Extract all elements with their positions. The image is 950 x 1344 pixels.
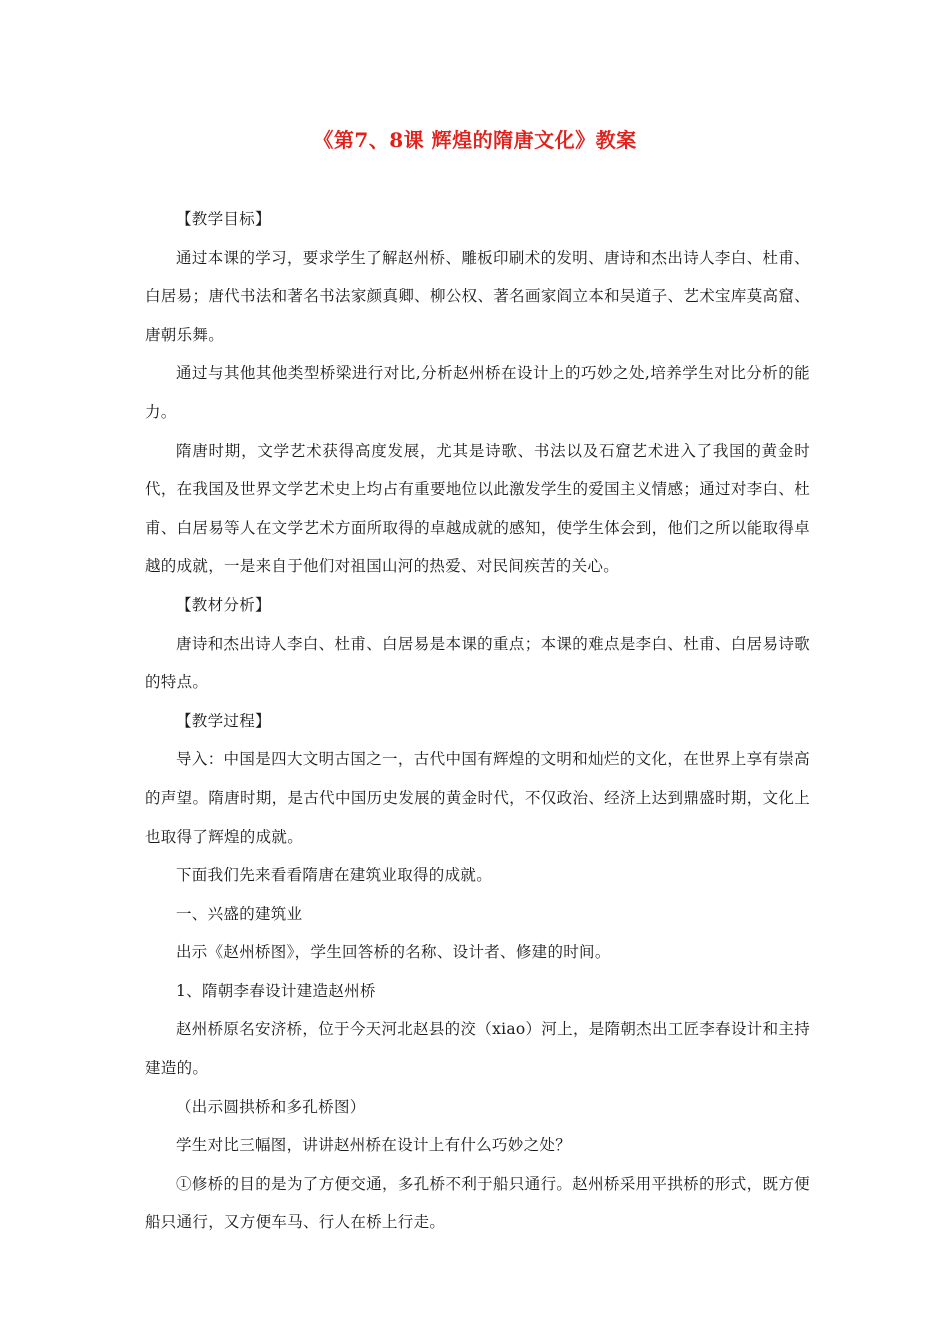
subsection-heading: 一、兴盛的建筑业 — [176, 904, 303, 923]
paragraph: 导入：中国是四大文明古国之一，古代中国有辉煌的文明和灿烂的文化，在世界上享有崇高的声望。隋唐时期，是古代中国历史发展的黄金时代，不仅政治、经济上达到鼎盛时期，文化上也取得了辉煌的成就。 — [145, 750, 810, 846]
paragraph: （出示圆拱桥和多孔桥图） — [176, 1097, 366, 1116]
subsection-heading: 1、隋朝李春设计建造赵州桥 — [176, 981, 376, 1000]
paragraph: 下面我们先来看看隋唐在建筑业取得的成就。 — [176, 866, 493, 885]
paragraph: 赵州桥原名安济桥，位于今天河北赵县的洨（xiao）河上，是隋朝杰出工匠李春设计和主持建造的。 — [145, 1020, 810, 1078]
section-heading-objectives: 【教学目标】 — [176, 210, 271, 228]
paragraph: 学生对比三幅图，讲讲赵州桥在设计上有什么巧妙之处？ — [176, 1136, 572, 1155]
document-title: 《第7、8课 辉煌的隋唐文化》教案 — [313, 128, 637, 152]
paragraph: 出示《赵州桥图》，学生回答桥的名称、设计者、修建的时间。 — [176, 943, 611, 962]
paragraph: 通过本课的学习，要求学生了解赵州桥、雕板印刷术的发明、唐诗和杰出诗人李白、杜甫、白居易；唐代书法和著名书法家颜真卿、柳公权、著名画家阎立本和吴道子、艺术宝库莫高窟、唐朝乐舞。 — [145, 248, 810, 344]
paragraph: ①修桥的目的是为了方便交通，多孔桥不利于船只通行。赵州桥采用平拱桥的形式，既方便船只通行，又方便车马、行人在桥上行走。 — [145, 1174, 810, 1232]
section-heading-process: 【教学过程】 — [176, 711, 271, 730]
paragraph: 通过与其他其他类型桥梁进行对比,分析赵州桥在设计上的巧妙之处,培养学生对比分析的能力。 — [145, 364, 810, 421]
paragraph: 唐诗和杰出诗人李白、杜甫、白居易是本课的重点；本课的难点是李白、杜甫、白居易诗歌的特点。 — [145, 634, 810, 692]
paragraph: 隋唐时期，文学艺术获得高度发展，尤其是诗歌、书法以及石窟艺术进入了我国的黄金时代，在我国及世界文学艺术史上均占有重要地位以此激发学生的爱国主义情感；通过对李白、杜甫、白居易等人在文学艺术方面所取得的卓越成就的感知，使学生体会到，他们之所以能取得卓越的成就，一是来自于他们对祖国山河的热爱、对民间疾苦的关心。 — [145, 441, 810, 576]
document-body — [145, 200, 810, 1242]
section-heading-analysis: 【教材分析】 — [176, 595, 271, 614]
